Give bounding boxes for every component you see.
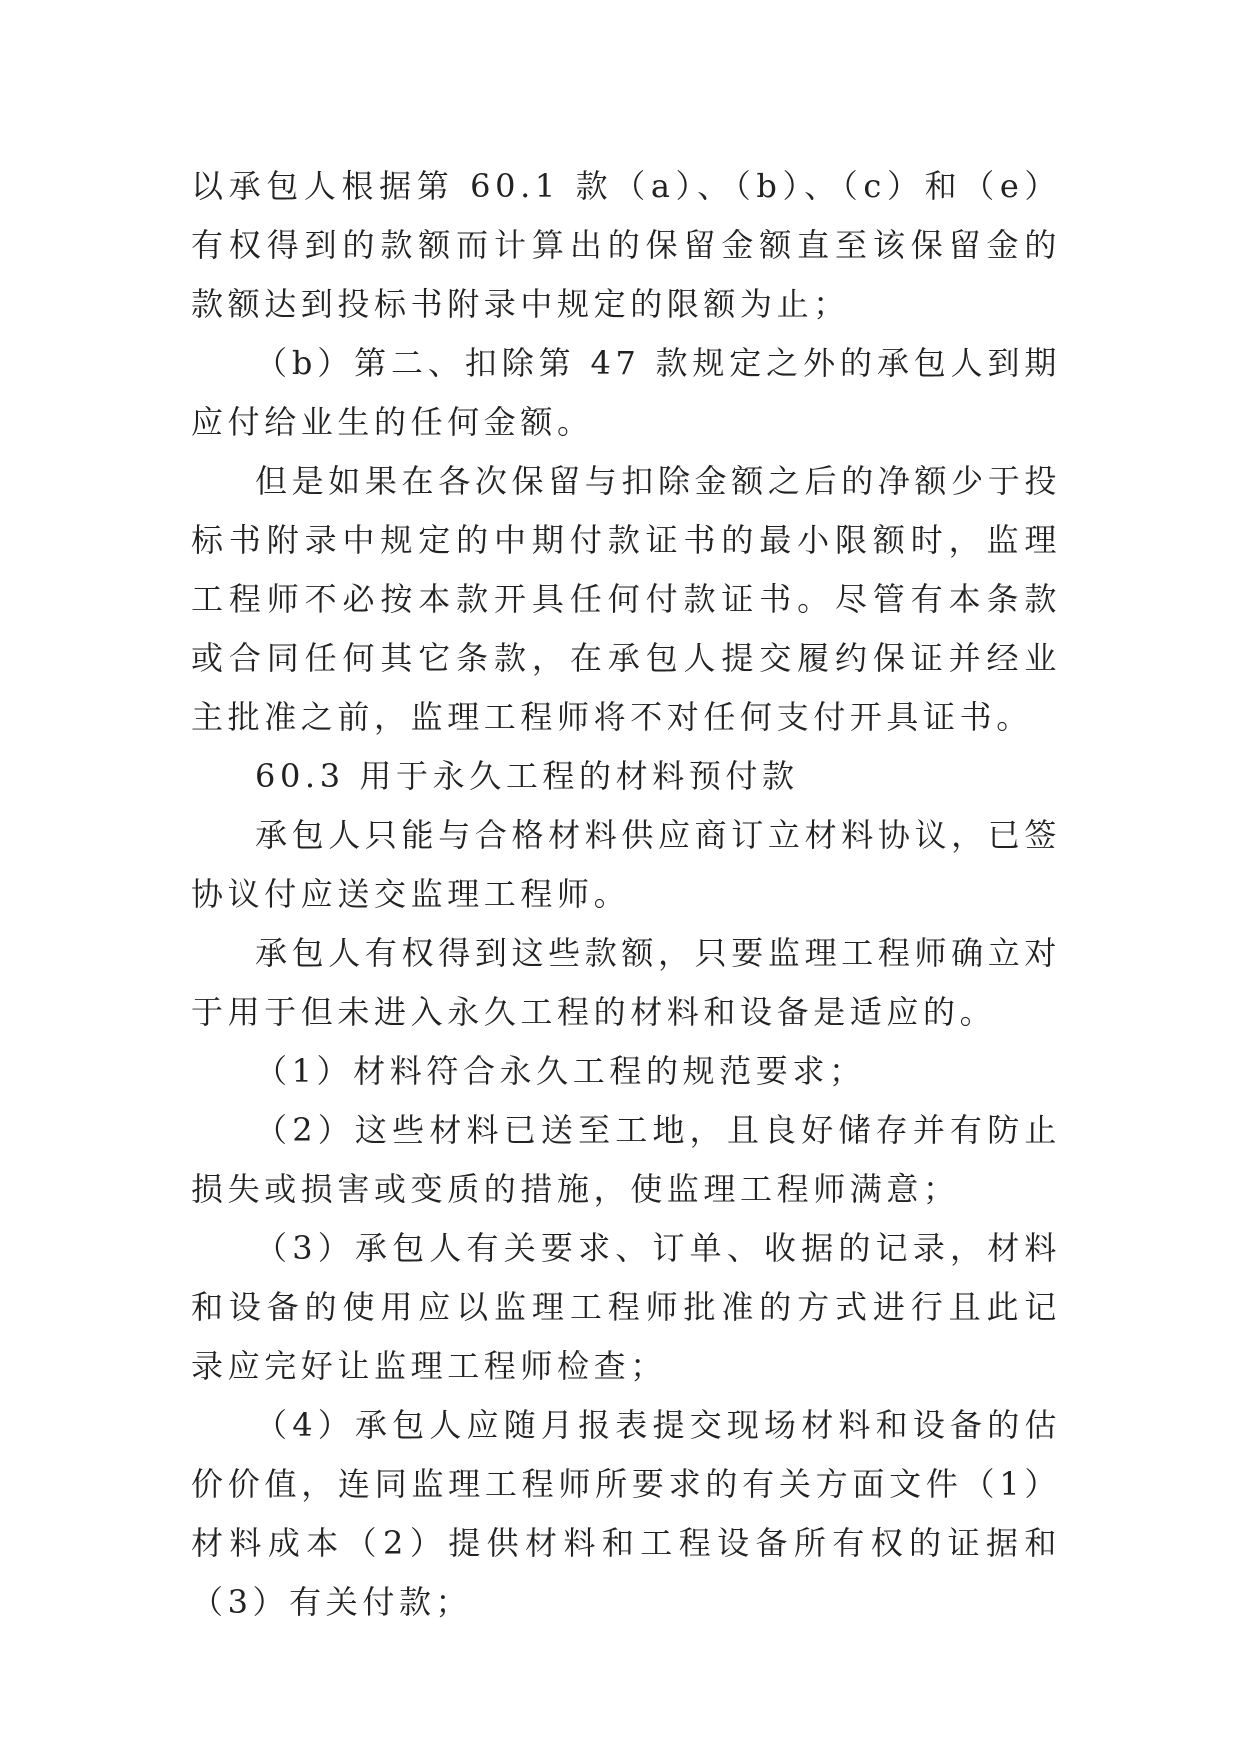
document-body xyxy=(191,157,1061,1632)
paragraph-2: （b）第二、扣除第 47 款规定之外的承包人到期应付给业生的任何金额。 xyxy=(191,344,1061,441)
paragraph-5: 承包人只能与合格材料供应商订立材料协议，已签协议付应送交监理工程师。 xyxy=(191,816,1061,913)
section-heading-60-3: 60.3 用于永久工程的材料预付款 xyxy=(255,757,799,795)
list-item-1: （1）材料符合永久工程的规范要求； xyxy=(255,1052,866,1090)
list-item-2: （2）这些材料已送至工地，且良好储存并有防止损失或损害或变质的措施，使监理工程师满意； xyxy=(191,1111,1061,1208)
list-item-4: （4）承包人应随月报表提交现场材料和设备的估价价值，连同监理工程师所要求的有关方面文件（1）材料成本（2）提供材料和工程设备所有权的证据和（3）有关付款； xyxy=(191,1406,1061,1621)
paragraph-3: 但是如果在各次保留与扣除金额之后的净额少于投标书附录中规定的中期付款证书的最小限额时，监理工程师不必按本款开具任何付款证书。尽管有本条款或合同任何其它条款，在承包人提交履约保证并经业主批准之前，监理工程师将不对任何支付开具证书。 xyxy=(191,462,1061,736)
list-item-3: （3）承包人有关要求、订单、收据的记录，材料和设备的使用应以监理工程师批准的方式进行且此记录应完好让监理工程师检查； xyxy=(191,1229,1061,1385)
paragraph-1: 以承包人根据第 60.1 款（a）、（b）、（c）和（e）有权得到的款额而计算出的保留金额直至该保留金的款额达到投标书附录中规定的限额为止； xyxy=(191,167,1061,323)
paragraph-6: 承包人有权得到这些款额，只要监理工程师确立对于用于但未进入永久工程的材料和设备是适应的。 xyxy=(191,934,1061,1031)
